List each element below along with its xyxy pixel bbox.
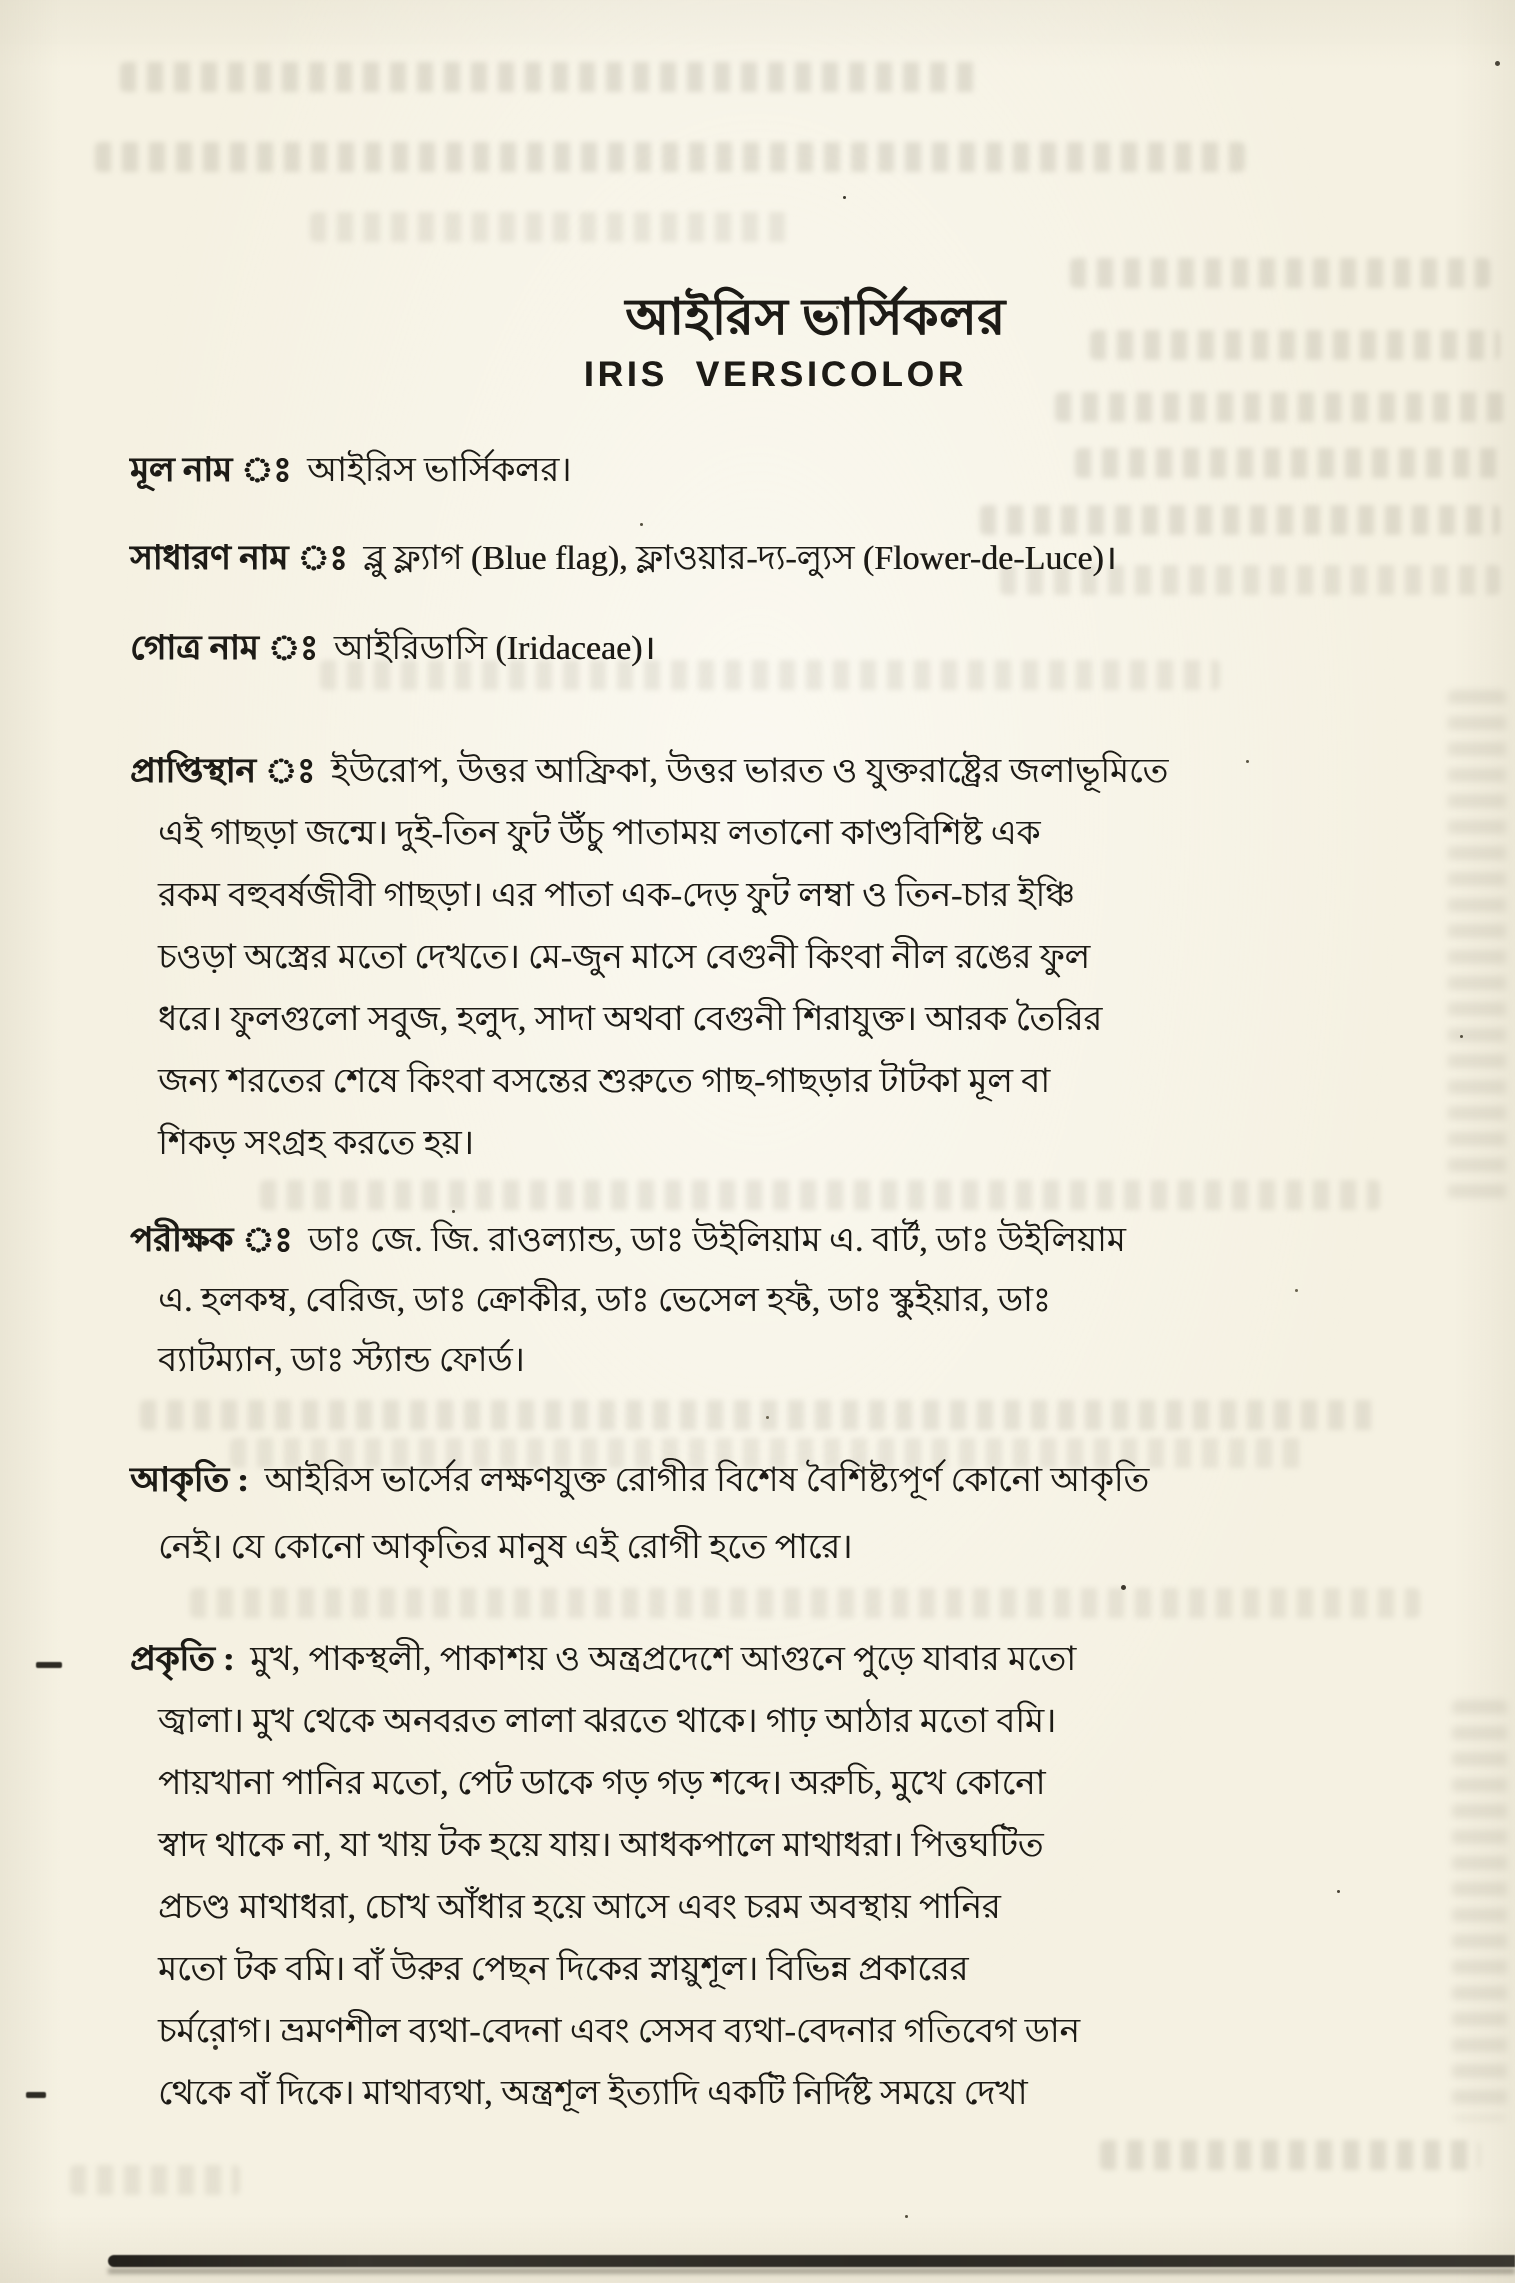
bleed-through [190,1588,1420,1618]
text-line [130,1211,1455,1271]
text-line: ধরে। ফুলগুলো সবুজ, হলুদ, সাদা অথবা বেগুনী শিরাযুক্ত। আরক তৈরির [158,1001,1103,1038]
bleed-through [70,2165,240,2195]
text-line: প্রচণ্ড মাথাধরা, চোখ আঁধার হয়ে আসে এবং চরম অবস্থায় পানির [158,1889,1001,1926]
bleed-through [1055,392,1505,422]
text-line [130,1447,1455,1514]
section-label: সাধারণ নাম ঃ [130,540,348,577]
bleed-through [1100,2140,1480,2170]
page-title-bengali: আইরিস ভার্সিকলর [625,288,1006,345]
text-line: চর্মরোগ। ভ্রমণশীল ব্যথা-বেদনা এবং সেসব ব্যথা-বেদনার গতিবেগ ডান [158,2013,1080,2050]
text-line [130,1629,1455,1691]
ink-speck [843,196,846,199]
bleed-through [310,212,790,242]
section-text: ইউরোপ, উত্তর আফ্রিকা, উত্তর ভারত ও যুক্তরাষ্ট্রের জলাভূমিতে [330,753,1169,790]
text-line: জন্য শরতের শেষে কিংবা বসন্তের শুরুতে গাছ-গাছড়ার টাটকা মূল বা [158,1063,1050,1100]
text-line: পায়খানা পানির মতো, পেট ডাকে গড় গড় শব্দে। অরুচি, মুখে কোনো [158,1765,1046,1802]
text-line: শিকড় সংগ্রহ করতে হয়। [158,1125,474,1162]
text-line: মতো টক বমি। বাঁ উরুর পেছন দিকের স্নায়ুশূল। বিভিন্ন প্রকারের [158,1951,969,1988]
text-line: নেই। যে কোনো আকৃতির মানুষ এই রোগী হতে পারে। [158,1529,853,1566]
section-text: ডাঃ জে. জি. রাওল্যান্ড, ডাঃ উইলিয়াম এ. বার্ট, ডাঃ উইলিয়াম [308,1222,1126,1259]
section-label: আকৃতি : [130,1462,249,1499]
section-text: আইরিডাসি (Iridaceae)। [333,630,656,667]
section-family-name [130,618,1455,680]
text-line [130,528,1455,590]
section-label: পরীক্ষক ঃ [130,1222,293,1259]
text-line: এই গাছড়া জন্মে। দুই-তিন ফুট উঁচু পাতাময় লতানো কাণ্ডবিশিষ্ট এক [158,815,1041,852]
text-line [130,440,1455,502]
bleed-through [1448,690,1506,1210]
bleed-through [95,142,1245,172]
section-text: আইরিস ভার্সিকলর। [307,452,572,489]
bleed-through [120,62,980,92]
page-title-english: IRIS VERSICOLOR [583,355,968,395]
margin-dash [36,1662,62,1668]
text-line: চওড়া অস্ত্রের মতো দেখতে। মে-জুন মাসে বেগুনী কিংবা নীল রঙের ফুল [158,939,1090,976]
bleed-through [260,1180,1380,1210]
section-habitat [130,741,1455,1175]
bleed-through [1452,1700,1507,2120]
section-appearance [130,1447,1455,1581]
section-label: প্রাপ্তিস্থান ঃ [130,753,315,790]
bleed-through [140,1400,1380,1430]
section-label: গোত্র নাম ঃ [130,630,318,667]
text-line [130,618,1455,680]
section-common-name [130,528,1455,590]
section-text: ব্লু ফ্ল্যাগ (Blue flag), ফ্লাওয়ার-দ্য-ল্যুস (Flower-de-Luce)। [363,540,1117,577]
text-line: স্বাদ থাকে না, যা খায় টক হয়ে যায়। আধকপালে মাথাধরা। পিত্তঘটিত [158,1827,1044,1864]
scan-edge-bar [108,2255,1515,2267]
section-text: মুখ, পাকস্থলী, পাকাশয় ও অন্ত্রপ্রদেশে আগুনে পুড়ে যাবার মতো [250,1641,1076,1678]
section-nature [130,1629,1455,2125]
text-line: থেকে বাঁ দিকে। মাথাব্যথা, অন্ত্রশূল ইত্যাদি একটি নির্দিষ্ট সময়ে দেখা [158,2075,1028,2112]
section-main-name [130,440,1455,502]
section-label: মূল নাম ঃ [130,452,292,489]
text-line: জ্বালা। মুখ থেকে অনবরত লালা ঝরতে থাকে। গাঢ় আঠার মতো বমি। [158,1703,1056,1740]
section-label: প্রকৃতি : [130,1641,235,1678]
section-provers [130,1211,1455,1391]
text-line: ব্যাটম্যান, ডাঃ স্ট্যান্ড ফোর্ড। [158,1342,525,1379]
text-line [130,741,1455,803]
text-line: রকম বহুবর্ষজীবী গাছড়া। এর পাতা এক-দেড় ফুট লম্বা ও তিন-চার ইঞ্চি [158,877,1075,914]
section-text: আইরিস ভার্সের লক্ষণযুক্ত রোগীর বিশেষ বৈশিষ্ট্যপূর্ণ কোনো আকৃতি [264,1462,1149,1499]
scan-edge-shadow [108,2268,1515,2274]
text-line: এ. হলকম্ব, বেরিজ, ডাঃ ক্রোকীর, ডাঃ ভেসেল হফ্ট, ডাঃ স্কুইয়ার, ডাঃ [158,1282,1051,1319]
margin-dash [26,2092,46,2098]
